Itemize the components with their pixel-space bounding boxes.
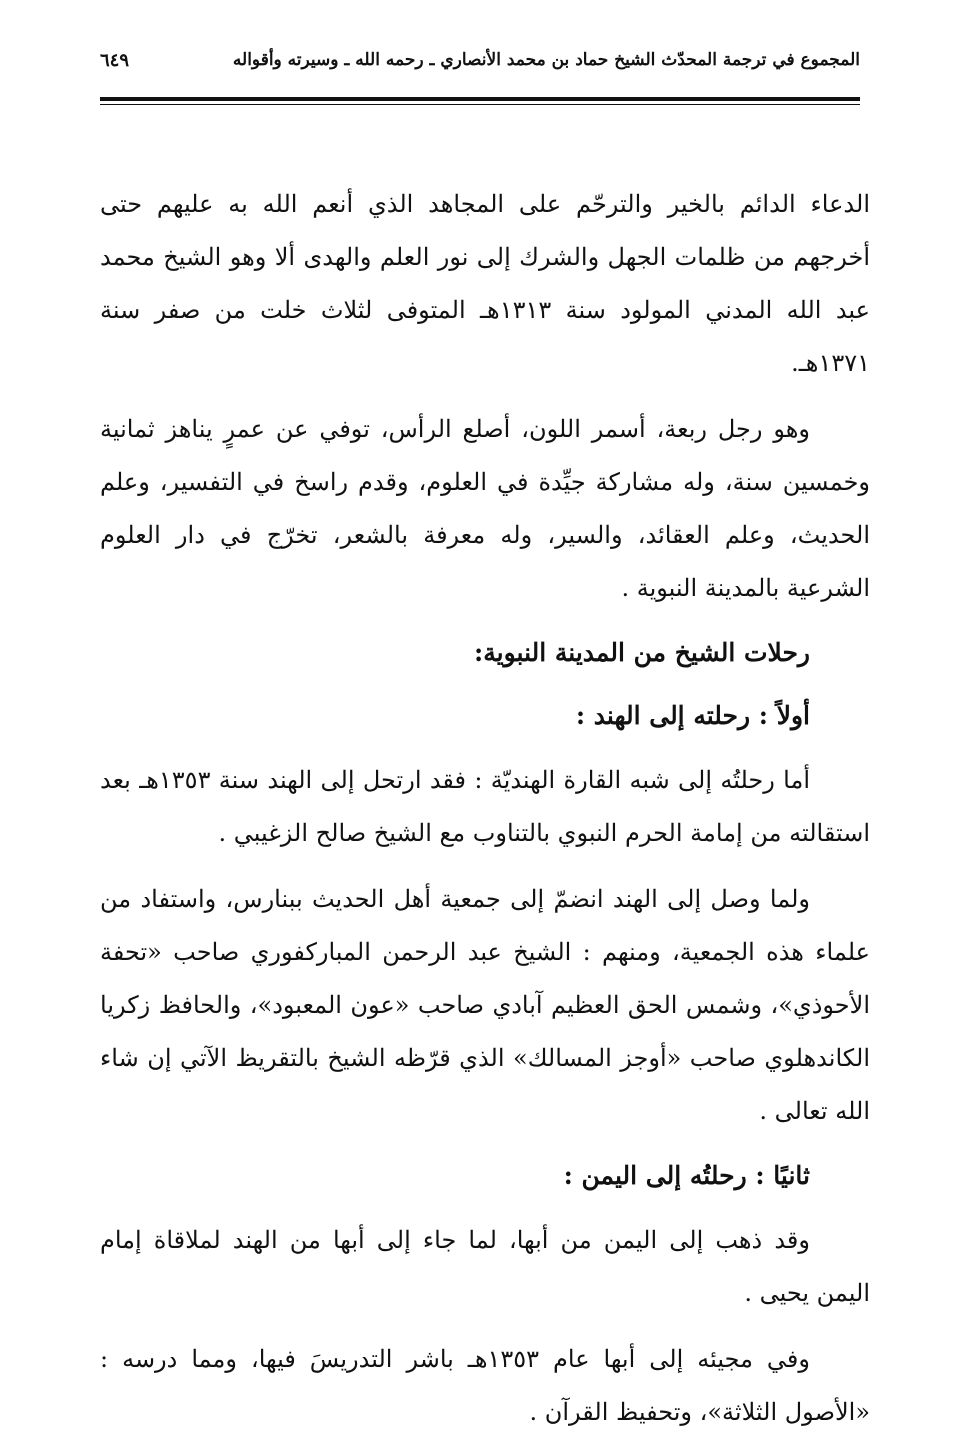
paragraph-5: وقد ذهب إلى اليمن من أبها، لما جاء إلى أبها من الهند لملاقاة إمام اليمن يحيى . <box>100 1226 870 1307</box>
page-body <box>100 178 870 1452</box>
page-number: ٦٤٩ <box>100 50 130 71</box>
paragraph-1: الدعاء الدائم بالخير والترحّم على المجاهد الذي أنعم الله به عليهم حتى أخرجهم من ظلمات الجهل والشرك إلى نور العلم والهدى ألا وهو الشيخ محمد عبد الله المدني المولود سنة ١٣١٣هـ المتوفى لثلاث خلت من صفر سنة ١٣٧١هـ. <box>100 190 870 377</box>
paragraph-2: وهو رجل ربعة، أسمر اللون، أصلع الرأس، توفي عن عمرٍ يناهز ثمانية وخمسين سنة، وله مشاركة جيِّدة في العلوم، وقدم راسخ في التفسير، وعلم الحديث، وعلم العقائد، والسير، وله معرفة بالشعر، تخرّج في دار العلوم الشرعية بالمدينة النبوية . <box>100 415 870 602</box>
paragraph-6: وفي مجيئه إلى أبها عام ١٣٥٣هـ باشر التدريسَ فيها، ومما درسه : «الأصول الثلاثة»، وتحفيظ القرآن . <box>100 1345 870 1426</box>
section-heading-journeys: رحلات الشيخ من المدينة النبوية: <box>474 638 810 667</box>
running-title: المجموع في ترجمة المحدّث الشيخ حماد بن محمد الأنصاري ـ رحمه الله ـ وسيرته وأقواله <box>232 50 860 70</box>
subheading-yemen: ثانيًا : رحلتُه إلى اليمن : <box>563 1161 810 1190</box>
header-rule-thick <box>100 97 860 101</box>
paragraph-4: ولما وصل إلى الهند انضمّ إلى جمعية أهل الحديث ببنارس، واستفاد من علماء هذه الجمعية، ومنهم : الشيخ عبد الرحمن المباركفوري صاحب «تحفة الأحوذي»، وشمس الحق العظيم آبادي صاحب «عون المعبود»، والحافظ زكريا الكاندهلوي صاحب «أوجز المسالك» الذي قرّظه الشيخ بالتقريظ الآتي إن شاء الله تعالى . <box>100 885 870 1125</box>
subheading-india: أولاً : رحلته إلى الهند : <box>575 701 810 730</box>
header-rule-thin <box>100 104 860 105</box>
paragraph-3: أما رحلتُه إلى شبه القارة الهنديّة : فقد ارتحل إلى الهند سنة ١٣٥٣هـ بعد استقالته من إمامة الحرم النبوي بالتناوب مع الشيخ صالح الزغيبي . <box>100 766 870 847</box>
running-header <box>100 50 860 80</box>
